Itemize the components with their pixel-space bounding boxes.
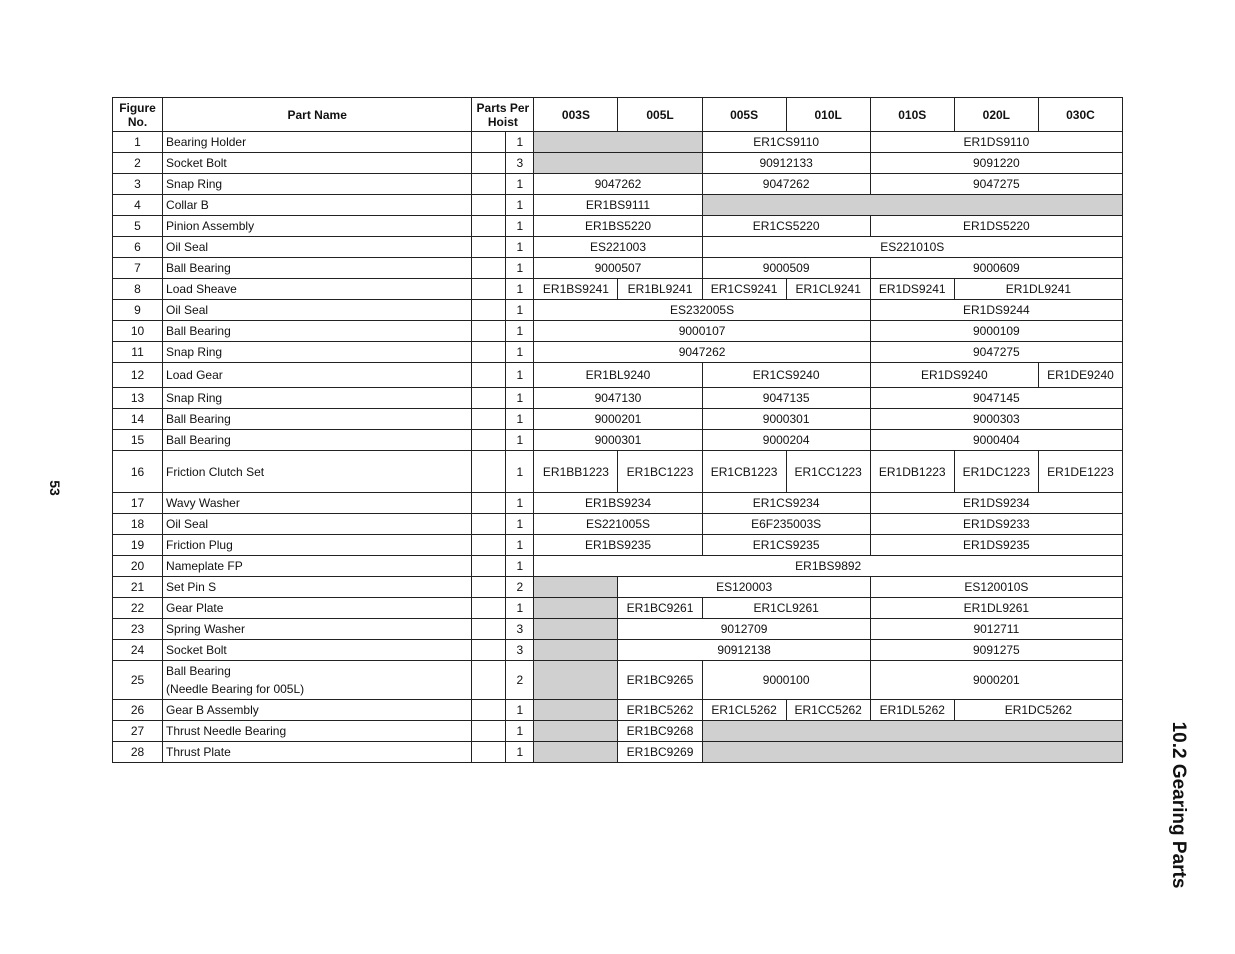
part-name: Collar B bbox=[166, 198, 209, 212]
part-name-cell bbox=[163, 153, 472, 174]
part-name: Thrust Needle Bearing bbox=[166, 724, 287, 738]
table-row bbox=[113, 598, 1123, 619]
part-name: Snap Ring bbox=[166, 391, 223, 405]
table-row bbox=[113, 721, 1123, 742]
part-number-cell: ER1DB1223 bbox=[870, 451, 954, 493]
part-name: Ball Bearing bbox=[166, 412, 231, 426]
part-name-cell bbox=[163, 258, 472, 279]
figure-no-cell: 22 bbox=[113, 598, 163, 619]
part-number-cell: 9047262 bbox=[534, 174, 702, 195]
na-cell bbox=[702, 742, 1122, 763]
part-number-cell: ER1CC1223 bbox=[786, 451, 870, 493]
part-name-cell bbox=[163, 700, 472, 721]
blank-cell bbox=[472, 556, 506, 577]
model-header: 010S bbox=[870, 98, 954, 132]
part-number-cell: 90912133 bbox=[702, 153, 870, 174]
part-number-cell: ER1DS9110 bbox=[870, 132, 1122, 153]
part-number-cell: ER1CS9110 bbox=[702, 132, 870, 153]
part-name: Spring Washer bbox=[166, 622, 245, 636]
part-name-cell bbox=[163, 493, 472, 514]
part-number-cell: ER1BS5220 bbox=[534, 216, 702, 237]
blank-cell bbox=[472, 619, 506, 640]
blank-cell bbox=[472, 216, 506, 237]
part-name: Pinion Assembly bbox=[166, 219, 255, 233]
part-number-cell: ER1BS9235 bbox=[534, 535, 702, 556]
blank-cell bbox=[472, 451, 506, 493]
qty-cell: 1 bbox=[506, 237, 534, 258]
gearing-parts-table bbox=[112, 97, 1123, 763]
blank-cell bbox=[472, 300, 506, 321]
figure-no-cell: 26 bbox=[113, 700, 163, 721]
blank-cell bbox=[472, 321, 506, 342]
part-name: Ball Bearing bbox=[166, 324, 231, 338]
figure-no-cell: 18 bbox=[113, 514, 163, 535]
qty-cell: 1 bbox=[506, 598, 534, 619]
na-cell bbox=[534, 640, 618, 661]
part-number-cell: 9000107 bbox=[534, 321, 870, 342]
figure-no-cell: 6 bbox=[113, 237, 163, 258]
table-row bbox=[113, 700, 1123, 721]
part-number-cell: 9047275 bbox=[870, 174, 1122, 195]
blank-cell bbox=[472, 237, 506, 258]
part-number-cell: 9000201 bbox=[534, 409, 702, 430]
qty-cell: 1 bbox=[506, 556, 534, 577]
part-name: Friction Clutch Set bbox=[166, 464, 265, 479]
part-name: Oil Seal bbox=[166, 303, 209, 317]
na-cell bbox=[534, 598, 618, 619]
part-number-cell: 9047145 bbox=[870, 388, 1122, 409]
part-number-cell: ER1BC9269 bbox=[618, 742, 702, 763]
blank-cell bbox=[472, 721, 506, 742]
part-number-cell: 90912138 bbox=[618, 640, 870, 661]
part-number-cell: ER1BL9240 bbox=[534, 363, 702, 388]
part-name-cell bbox=[163, 721, 472, 742]
qty-cell: 1 bbox=[506, 535, 534, 556]
part-name: Oil Seal bbox=[166, 517, 209, 531]
blank-cell bbox=[472, 342, 506, 363]
na-cell bbox=[702, 195, 1122, 216]
table-row bbox=[113, 493, 1123, 514]
model-header: 010L bbox=[786, 98, 870, 132]
part-number-cell: ES120010S bbox=[870, 577, 1122, 598]
figure-no-cell: 2 bbox=[113, 153, 163, 174]
blank-cell bbox=[472, 279, 506, 300]
figure-no-cell: 7 bbox=[113, 258, 163, 279]
part-number-cell: 9000204 bbox=[702, 430, 870, 451]
part-name-cell bbox=[163, 237, 472, 258]
part-number-cell: 9047130 bbox=[534, 388, 702, 409]
na-cell bbox=[534, 721, 618, 742]
model-header: 003S bbox=[534, 98, 618, 132]
table-row bbox=[113, 661, 1123, 700]
part-name-cell bbox=[163, 661, 472, 700]
part-name: Load Sheave bbox=[166, 282, 237, 296]
na-cell bbox=[534, 577, 618, 598]
qty-cell: 1 bbox=[506, 342, 534, 363]
qty-cell: 1 bbox=[506, 279, 534, 300]
table-row bbox=[113, 342, 1123, 363]
part-name-cell bbox=[163, 388, 472, 409]
part-name: Gear Plate bbox=[166, 601, 224, 615]
part-name: Friction Plug bbox=[166, 538, 233, 552]
part-name-cell bbox=[163, 363, 472, 388]
part-name-cell bbox=[163, 342, 472, 363]
blank-cell bbox=[472, 153, 506, 174]
blank-cell bbox=[472, 388, 506, 409]
part-number-cell: ER1DS5220 bbox=[870, 216, 1122, 237]
table-row bbox=[113, 640, 1123, 661]
part-number-cell: 9047135 bbox=[702, 388, 870, 409]
table-row bbox=[113, 153, 1123, 174]
part-name-header: Part Name bbox=[163, 98, 472, 132]
qty-cell: 1 bbox=[506, 174, 534, 195]
part-name-cell bbox=[163, 640, 472, 661]
na-cell bbox=[534, 132, 702, 153]
parts-body bbox=[113, 132, 1123, 763]
model-header: 005L bbox=[618, 98, 702, 132]
part-number-cell: ER1CL9241 bbox=[786, 279, 870, 300]
part-number-cell: ER1CS9235 bbox=[702, 535, 870, 556]
figure-no-header: Figure No. bbox=[113, 98, 163, 132]
blank-cell bbox=[472, 535, 506, 556]
part-number-cell: ER1BS9892 bbox=[534, 556, 1123, 577]
part-name: Oil Seal bbox=[166, 240, 209, 254]
part-number-cell: 9091220 bbox=[870, 153, 1122, 174]
part-name-cell bbox=[163, 535, 472, 556]
part-number-cell: ER1DS9233 bbox=[870, 514, 1122, 535]
figure-no-cell: 8 bbox=[113, 279, 163, 300]
na-cell bbox=[534, 742, 618, 763]
part-name-cell bbox=[163, 430, 472, 451]
qty-cell: 1 bbox=[506, 195, 534, 216]
blank-cell bbox=[472, 514, 506, 535]
part-name-cell bbox=[163, 451, 472, 493]
blank-cell bbox=[472, 363, 506, 388]
part-name: Gear B Assembly bbox=[166, 703, 259, 717]
na-cell bbox=[534, 619, 618, 640]
figure-no-cell: 24 bbox=[113, 640, 163, 661]
part-number-cell: ER1BC5262 bbox=[618, 700, 702, 721]
qty-cell: 1 bbox=[506, 721, 534, 742]
figure-no-cell: 15 bbox=[113, 430, 163, 451]
table-row bbox=[113, 258, 1123, 279]
part-number-cell: ER1CS5220 bbox=[702, 216, 870, 237]
part-number-cell: 9000404 bbox=[870, 430, 1122, 451]
na-cell bbox=[702, 721, 1122, 742]
figure-no-cell: 14 bbox=[113, 409, 163, 430]
part-name: Thrust Plate bbox=[166, 745, 231, 759]
part-number-cell: ER1BB1223 bbox=[534, 451, 618, 493]
part-number-cell: ES221010S bbox=[702, 237, 1122, 258]
qty-cell: 2 bbox=[506, 577, 534, 598]
blank-cell bbox=[472, 742, 506, 763]
part-name-cell bbox=[163, 279, 472, 300]
part-number-cell: 9047262 bbox=[534, 342, 870, 363]
part-number-cell: ER1DL5262 bbox=[870, 700, 954, 721]
part-number-cell: 9000301 bbox=[702, 409, 870, 430]
part-name: Load Gear bbox=[166, 368, 223, 382]
table-row bbox=[113, 577, 1123, 598]
part-number-cell: E6F235003S bbox=[702, 514, 870, 535]
part-name-cell bbox=[163, 132, 472, 153]
page-number: 53 bbox=[47, 480, 63, 496]
figure-no-cell: 17 bbox=[113, 493, 163, 514]
part-number-cell: ER1BS9234 bbox=[534, 493, 702, 514]
figure-no-cell: 11 bbox=[113, 342, 163, 363]
blank-cell bbox=[472, 700, 506, 721]
part-number-cell: ER1CS9240 bbox=[702, 363, 870, 388]
blank-cell bbox=[472, 577, 506, 598]
blank-cell bbox=[472, 430, 506, 451]
table-row bbox=[113, 388, 1123, 409]
figure-no-cell: 28 bbox=[113, 742, 163, 763]
parts-per-hoist-header: Parts Per Hoist bbox=[472, 98, 534, 132]
qty-cell: 1 bbox=[506, 216, 534, 237]
blank-cell bbox=[472, 195, 506, 216]
table-row bbox=[113, 556, 1123, 577]
model-header: 005S bbox=[702, 98, 786, 132]
blank-cell bbox=[472, 174, 506, 195]
part-number-cell: 9012709 bbox=[618, 619, 870, 640]
table-row bbox=[113, 216, 1123, 237]
part-name-cell bbox=[163, 514, 472, 535]
part-name: Ball Bearing bbox=[166, 664, 231, 678]
blank-cell bbox=[472, 409, 506, 430]
figure-no-cell: 12 bbox=[113, 363, 163, 388]
part-number-cell: 9091275 bbox=[870, 640, 1122, 661]
figure-no-cell: 20 bbox=[113, 556, 163, 577]
part-number-cell: ER1DS9240 bbox=[870, 363, 1038, 388]
part-name-cell bbox=[163, 577, 472, 598]
figure-no-cell: 21 bbox=[113, 577, 163, 598]
part-number-cell: ES221003 bbox=[534, 237, 702, 258]
table-row bbox=[113, 279, 1123, 300]
part-name: Snap Ring bbox=[166, 345, 223, 359]
part-number-cell: ER1CL9261 bbox=[702, 598, 870, 619]
blank-cell bbox=[472, 598, 506, 619]
figure-no-cell: 27 bbox=[113, 721, 163, 742]
qty-cell: 1 bbox=[506, 493, 534, 514]
na-cell bbox=[534, 700, 618, 721]
table-row bbox=[113, 619, 1123, 640]
part-name: Nameplate FP bbox=[166, 559, 243, 573]
qty-cell: 1 bbox=[506, 700, 534, 721]
blank-cell bbox=[472, 132, 506, 153]
qty-cell: 3 bbox=[506, 619, 534, 640]
part-number-cell: ER1DC1223 bbox=[954, 451, 1038, 493]
table-row bbox=[113, 174, 1123, 195]
figure-no-cell: 23 bbox=[113, 619, 163, 640]
qty-cell: 1 bbox=[506, 132, 534, 153]
part-name-cell bbox=[163, 321, 472, 342]
table-row bbox=[113, 742, 1123, 763]
figure-no-cell: 9 bbox=[113, 300, 163, 321]
part-number-cell: ER1BC9261 bbox=[618, 598, 702, 619]
blank-cell bbox=[472, 493, 506, 514]
part-number-cell: 9012711 bbox=[870, 619, 1122, 640]
part-number-cell: ER1DE1223 bbox=[1038, 451, 1122, 493]
qty-cell: 1 bbox=[506, 451, 534, 493]
part-number-cell: 9000507 bbox=[534, 258, 702, 279]
part-number-cell: ER1CS9241 bbox=[702, 279, 786, 300]
part-number-cell: 9000609 bbox=[870, 258, 1122, 279]
part-number-cell: ER1DS9241 bbox=[870, 279, 954, 300]
part-name-cell bbox=[163, 216, 472, 237]
figure-no-cell: 4 bbox=[113, 195, 163, 216]
part-number-cell: ER1CL5262 bbox=[702, 700, 786, 721]
qty-cell: 3 bbox=[506, 640, 534, 661]
part-number-cell: 9000201 bbox=[870, 661, 1122, 700]
table-row bbox=[113, 237, 1123, 258]
table-row bbox=[113, 451, 1123, 493]
model-header: 030C bbox=[1038, 98, 1122, 132]
figure-no-cell: 10 bbox=[113, 321, 163, 342]
part-name: Wavy Washer bbox=[166, 496, 240, 510]
part-number-cell: ER1BC9268 bbox=[618, 721, 702, 742]
qty-cell: 1 bbox=[506, 321, 534, 342]
qty-cell: 1 bbox=[506, 514, 534, 535]
part-name-cell bbox=[163, 195, 472, 216]
figure-no-cell: 3 bbox=[113, 174, 163, 195]
figure-no-cell: 19 bbox=[113, 535, 163, 556]
part-number-cell: ER1BS9111 bbox=[534, 195, 702, 216]
part-number-cell: ER1CC5262 bbox=[786, 700, 870, 721]
part-name: Socket Bolt bbox=[166, 643, 227, 657]
part-number-cell: 9047275 bbox=[870, 342, 1122, 363]
qty-cell: 2 bbox=[506, 661, 534, 700]
part-name: Snap Ring bbox=[166, 177, 223, 191]
part-number-cell: ER1DS9235 bbox=[870, 535, 1122, 556]
part-number-cell: ER1DS9244 bbox=[870, 300, 1122, 321]
part-number-cell: 9000509 bbox=[702, 258, 870, 279]
part-number-cell: ER1BC9265 bbox=[618, 661, 702, 700]
qty-cell: 1 bbox=[506, 409, 534, 430]
blank-cell bbox=[472, 661, 506, 700]
part-name: Ball Bearing bbox=[166, 433, 231, 447]
part-number-cell: 9047262 bbox=[702, 174, 870, 195]
table-row bbox=[113, 363, 1123, 388]
part-number-cell: ER1BL9241 bbox=[618, 279, 702, 300]
part-number-cell: ER1BS9241 bbox=[534, 279, 618, 300]
figure-no-cell: 1 bbox=[113, 132, 163, 153]
na-cell bbox=[534, 153, 702, 174]
table-row bbox=[113, 514, 1123, 535]
part-number-cell: ER1BC1223 bbox=[618, 451, 702, 493]
table-row bbox=[113, 409, 1123, 430]
table-row bbox=[113, 195, 1123, 216]
part-number-cell: ES232005S bbox=[534, 300, 870, 321]
blank-cell bbox=[472, 640, 506, 661]
qty-cell: 1 bbox=[506, 258, 534, 279]
na-cell bbox=[534, 661, 618, 700]
part-number-cell: ER1CB1223 bbox=[702, 451, 786, 493]
figure-no-cell: 5 bbox=[113, 216, 163, 237]
qty-cell: 1 bbox=[506, 742, 534, 763]
section-title: 10.2 Gearing Parts bbox=[1168, 721, 1189, 889]
blank-cell bbox=[472, 258, 506, 279]
part-number-cell: ES120003 bbox=[618, 577, 870, 598]
part-number-cell: 9000100 bbox=[702, 661, 870, 700]
table-row bbox=[113, 132, 1123, 153]
figure-no-cell: 16 bbox=[113, 451, 163, 493]
part-number-cell: ER1DE9240 bbox=[1038, 363, 1122, 388]
model-header: 020L bbox=[954, 98, 1038, 132]
part-name-cell bbox=[163, 742, 472, 763]
part-name: Socket Bolt bbox=[166, 156, 227, 170]
qty-cell: 1 bbox=[506, 430, 534, 451]
part-name: Set Pin S bbox=[166, 580, 217, 594]
part-name-cell bbox=[163, 300, 472, 321]
part-name-cell bbox=[163, 174, 472, 195]
qty-cell: 1 bbox=[506, 388, 534, 409]
table-row bbox=[113, 300, 1123, 321]
part-number-cell: 9000109 bbox=[870, 321, 1122, 342]
part-number-cell: ES221005S bbox=[534, 514, 702, 535]
part-number-cell: ER1DL9261 bbox=[870, 598, 1122, 619]
header-row bbox=[113, 98, 1123, 132]
part-name-cell bbox=[163, 409, 472, 430]
figure-no-cell: 25 bbox=[113, 661, 163, 700]
figure-no-cell: 13 bbox=[113, 388, 163, 409]
part-number-cell: ER1DS9234 bbox=[870, 493, 1122, 514]
table-row bbox=[113, 535, 1123, 556]
qty-cell: 1 bbox=[506, 300, 534, 321]
table-row bbox=[113, 430, 1123, 451]
part-name-cell bbox=[163, 619, 472, 640]
part-name-cell bbox=[163, 598, 472, 619]
part-number-cell: ER1DL9241 bbox=[954, 279, 1122, 300]
part-name-note: (Needle Bearing for 005L) bbox=[166, 682, 305, 696]
part-number-cell: ER1DC5262 bbox=[954, 700, 1122, 721]
part-number-cell: ER1CS9234 bbox=[702, 493, 870, 514]
part-name: Bearing Holder bbox=[166, 135, 247, 149]
part-number-cell: 9000301 bbox=[534, 430, 702, 451]
part-number-cell: 9000303 bbox=[870, 409, 1122, 430]
qty-cell: 1 bbox=[506, 363, 534, 388]
qty-cell: 3 bbox=[506, 153, 534, 174]
part-name-cell bbox=[163, 556, 472, 577]
table-row bbox=[113, 321, 1123, 342]
part-name: Ball Bearing bbox=[166, 261, 231, 275]
